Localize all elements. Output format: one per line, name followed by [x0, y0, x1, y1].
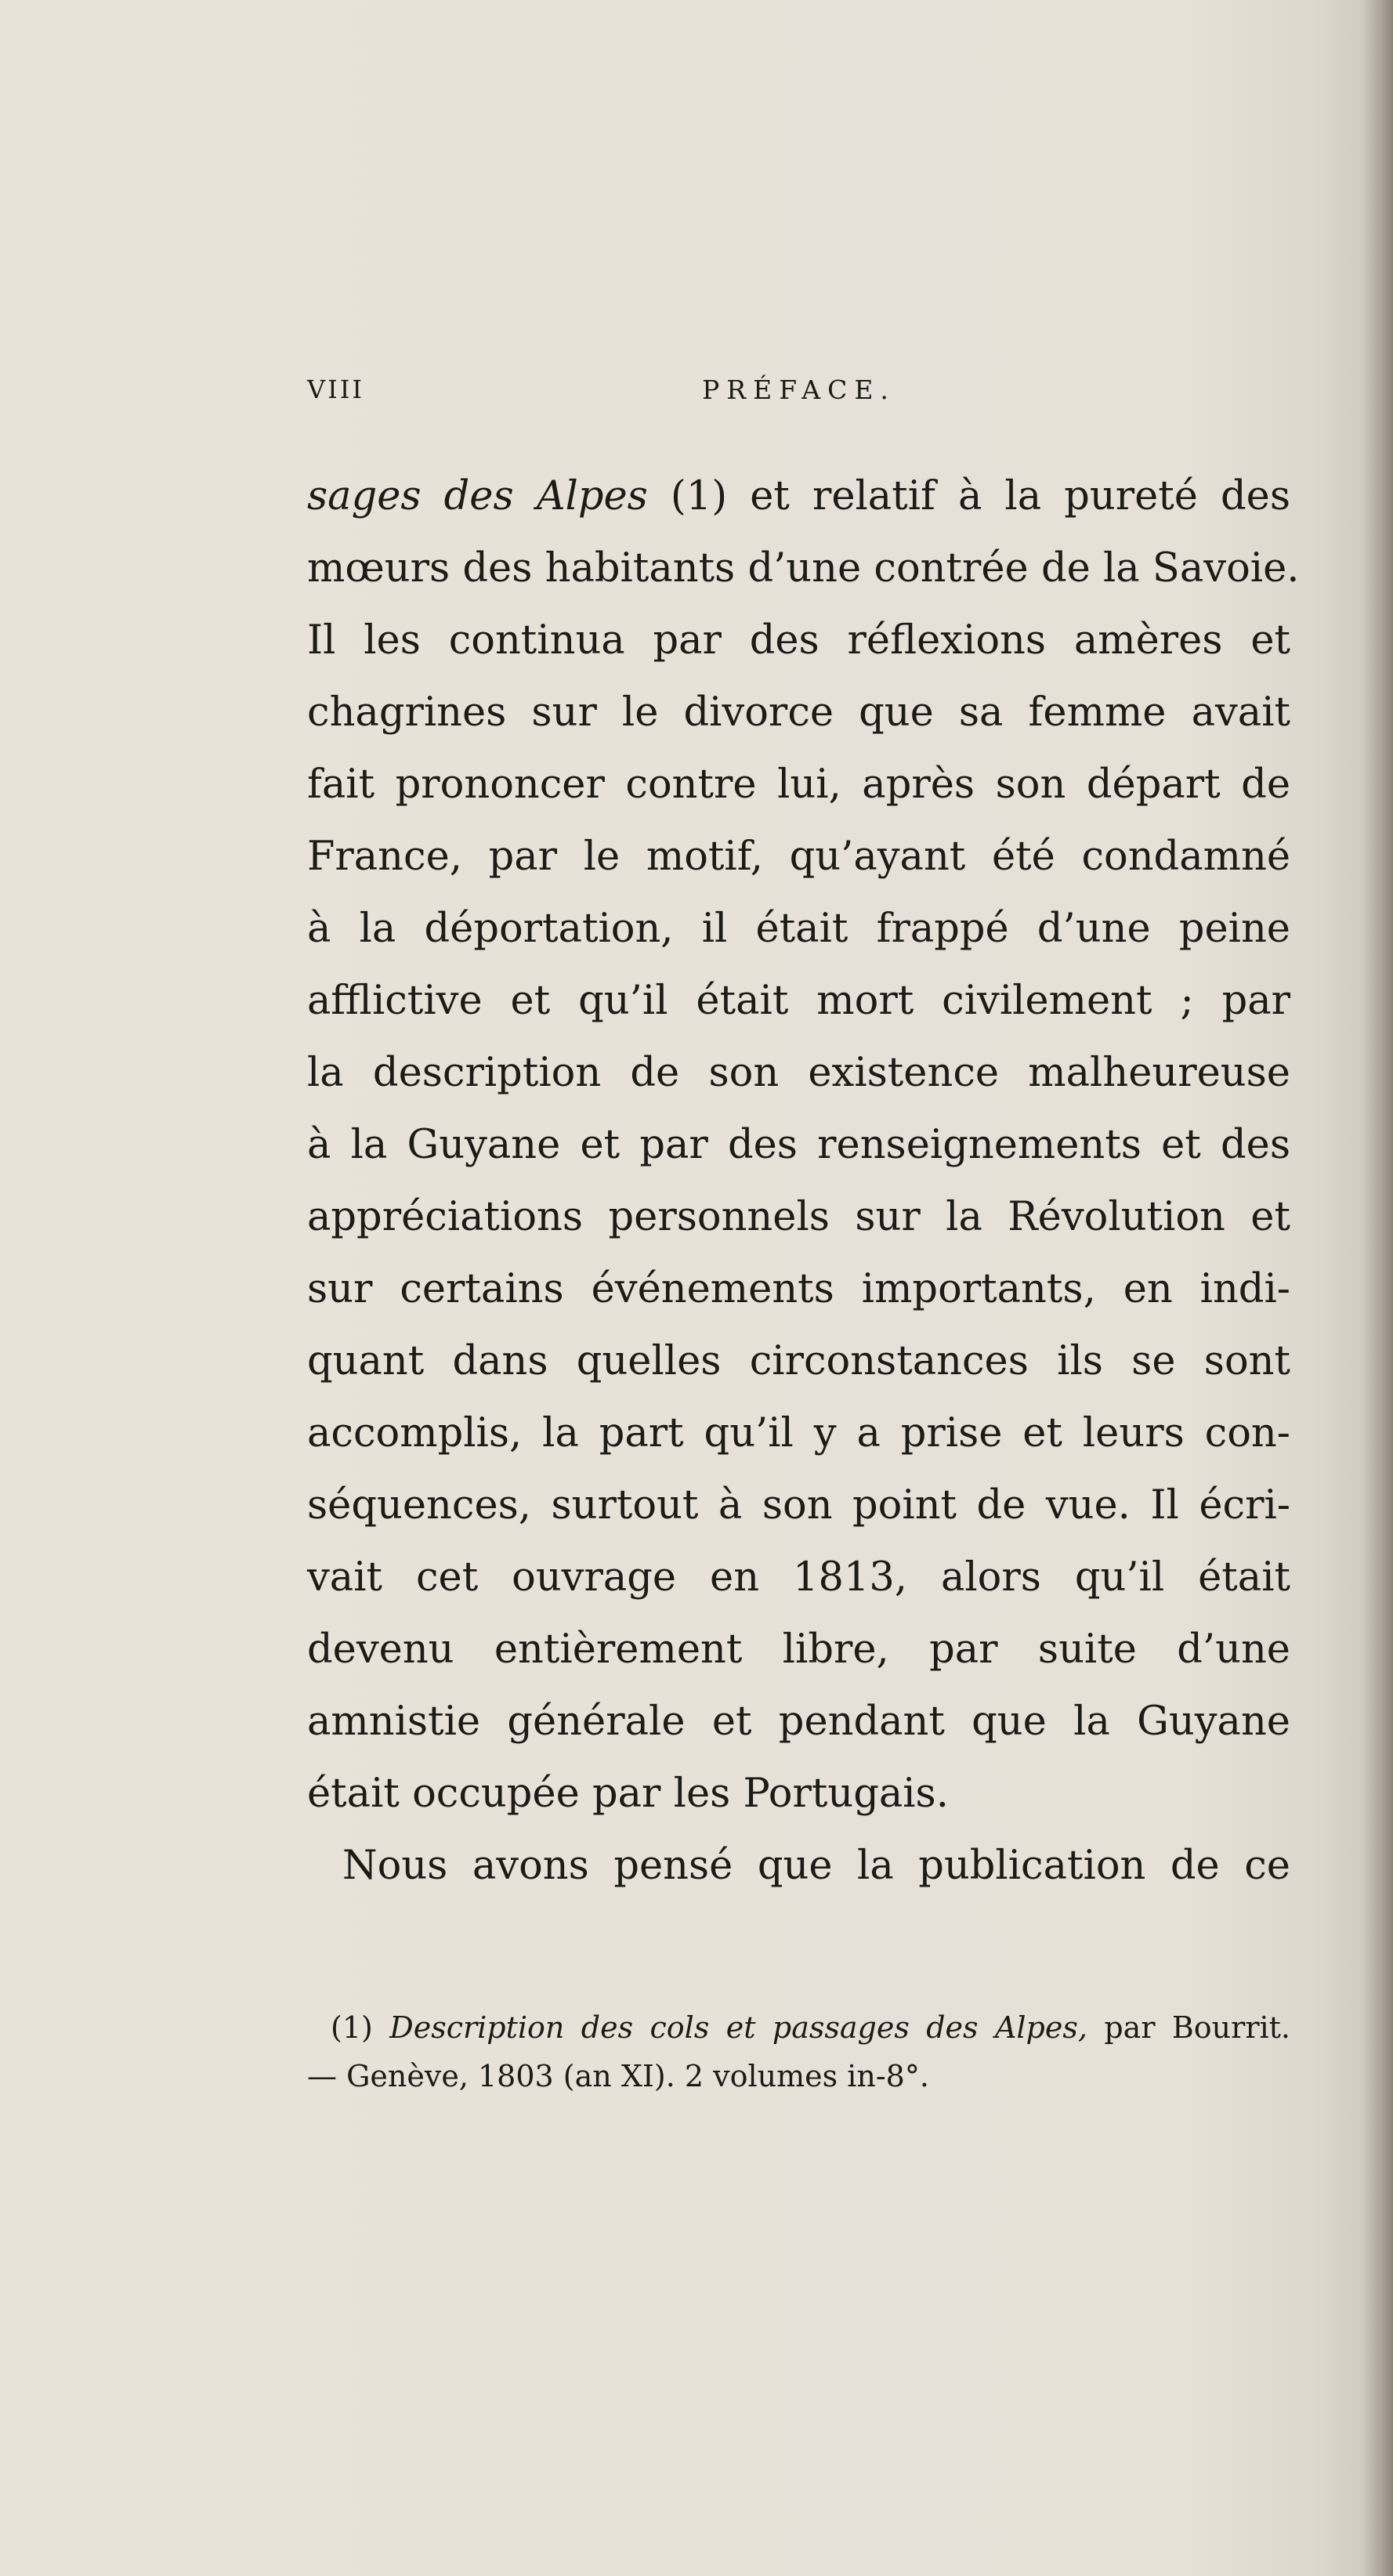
text-line: sur certains événements importants, en indi-	[307, 1266, 1290, 1312]
section-title: PRÉFACE.	[702, 374, 896, 405]
text-line	[307, 461, 1290, 533]
text-line: devenu entièrement libre, par suite d’une	[307, 1626, 1290, 1673]
text-line: la description de son existence malheureuse	[307, 1050, 1290, 1096]
text-line-rest: (1) et relatif à la pureté des	[647, 473, 1290, 519]
text-line: quant dans quelles circonstances ils se sont	[307, 1338, 1290, 1384]
text-line: à la Guyane et par des renseignements et des	[307, 1122, 1290, 1168]
paragraph-start-line: Nous avons pensé que la publication de ce	[342, 1843, 1290, 1889]
footnote-author: par Bourrit.	[1087, 2010, 1290, 2045]
text-line: Il les continua par des réflexions amères et	[307, 617, 1290, 664]
footnote-line: — Genève, 1803 (an XI). 2 volumes in-8°.	[307, 2059, 929, 2093]
text-line: fait prononcer contre lui, après son départ de	[307, 762, 1290, 808]
text-line: appréciations personnels sur la Révolution et	[307, 1194, 1290, 1240]
text-line: accomplis, la part qu’il y a prise et leurs con-	[307, 1410, 1290, 1456]
text-line: amnistie générale et pendant que la Guyane	[307, 1699, 1290, 1745]
text-line: France, par le motif, qu’ayant été condamné	[307, 834, 1290, 880]
text-line: mœurs des habitants d’une contrée de la Savoie.	[307, 545, 1300, 592]
text-line: afflictive et qu’il était mort civilement ; par	[307, 978, 1290, 1024]
italic-title-fragment: sages des Alpes	[307, 473, 648, 519]
page-number: VIII	[307, 374, 365, 404]
text-line: à la déportation, il était frappé d’une peine	[307, 906, 1290, 952]
running-head	[307, 374, 1290, 414]
footnote-title: Description des cols et passages des Alpes,	[389, 2010, 1087, 2045]
page-edge-shadow	[1362, 0, 1393, 2576]
text-line: chagrines sur le divorce que sa femme avait	[307, 689, 1290, 736]
text-line: vait cet ouvrage en 1813, alors qu’il était	[307, 1554, 1290, 1601]
body-text	[307, 461, 1300, 1902]
text-line: était occupée par les Portugais.	[307, 1771, 949, 1817]
footnote-marker: (1)	[331, 2010, 390, 2045]
footnote-line	[307, 2003, 1290, 2052]
footnote	[307, 2003, 1290, 2100]
text-line: séquences, surtout à son point de vue. Il écri-	[307, 1482, 1290, 1529]
